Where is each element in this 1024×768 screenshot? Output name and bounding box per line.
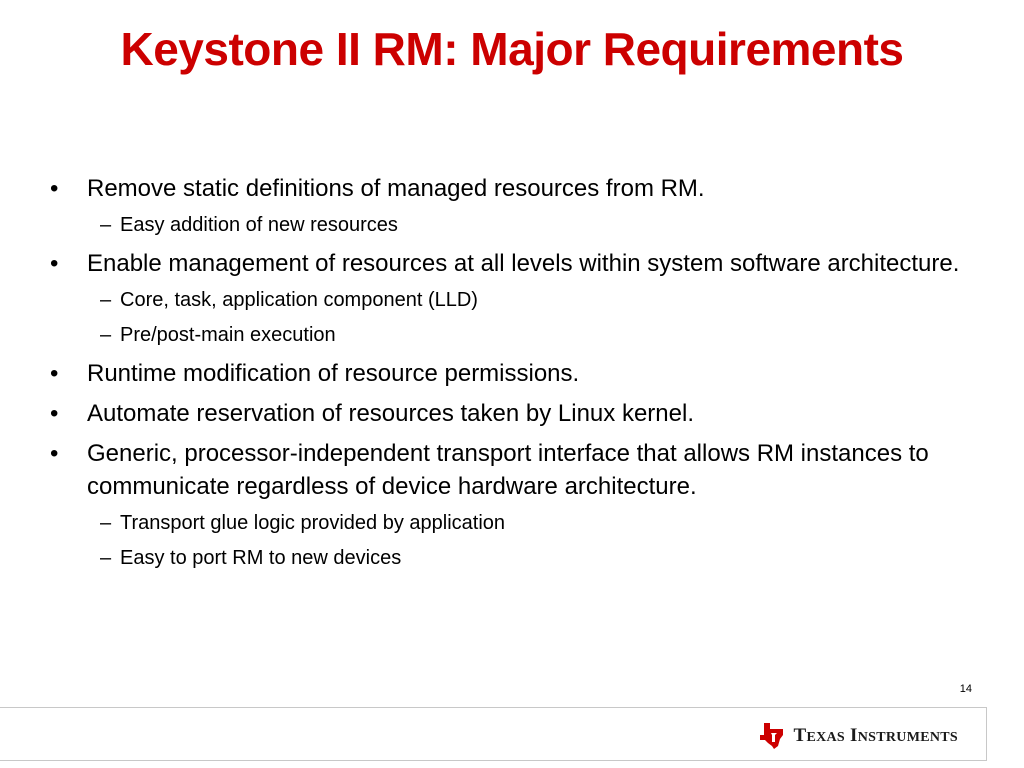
bullet-dot-icon: • [50,400,59,427]
bullet-dot-icon: • [50,360,59,387]
bullet-dot-icon: • [50,175,59,202]
bullet-item [48,357,988,390]
bullet-item [48,172,988,205]
bullet-text: Runtime modification of resource permissions. [87,360,580,387]
bullet-list [48,172,988,580]
dash-icon: – [100,512,112,534]
logo-wordmark: TEXAS INSTRUMENTS [793,725,958,746]
bullet-text: Enable management of resources at all levels within system software architecture. [87,250,960,277]
slide-title: Keystone II RM: Major Requirements [120,23,904,75]
bullet-item [48,437,988,503]
sub-bullet-text: Easy to port RM to new devices [120,547,402,569]
sub-bullet-item [48,322,988,348]
bullet-dot-icon: • [50,440,59,467]
slide-footer [0,707,987,761]
dash-icon: – [100,547,112,569]
bullet-text: Automate reservation of resources taken by Linux kernel. [87,400,694,427]
ti-state-icon [759,722,785,750]
bullet-dot-icon: • [50,250,59,277]
page-number: 14 [959,683,972,695]
sub-bullet-text: Easy addition of new resources [120,214,398,236]
sub-bullet-text: Transport glue logic provided by application [120,512,506,534]
sub-bullet-text: Pre/post-main execution [120,324,336,346]
bullet-item [48,247,988,280]
bullet-text: Generic, processor-independent transport interface that allows RM instances to communicate regardless of device hardware architecture. [87,440,929,500]
texas-instruments-logo [759,722,958,750]
sub-bullet-item [48,212,988,238]
sub-bullet-text: Core, task, application component (LLD) [120,289,478,311]
dash-icon: – [100,324,112,346]
sub-bullet-item [48,510,988,536]
dash-icon: – [100,289,112,311]
dash-icon: – [100,214,112,236]
sub-bullet-item [48,287,988,313]
bullet-text: Remove static definitions of managed resources from RM. [87,175,705,202]
sub-bullet-item [48,545,988,571]
bullet-item [48,397,988,430]
